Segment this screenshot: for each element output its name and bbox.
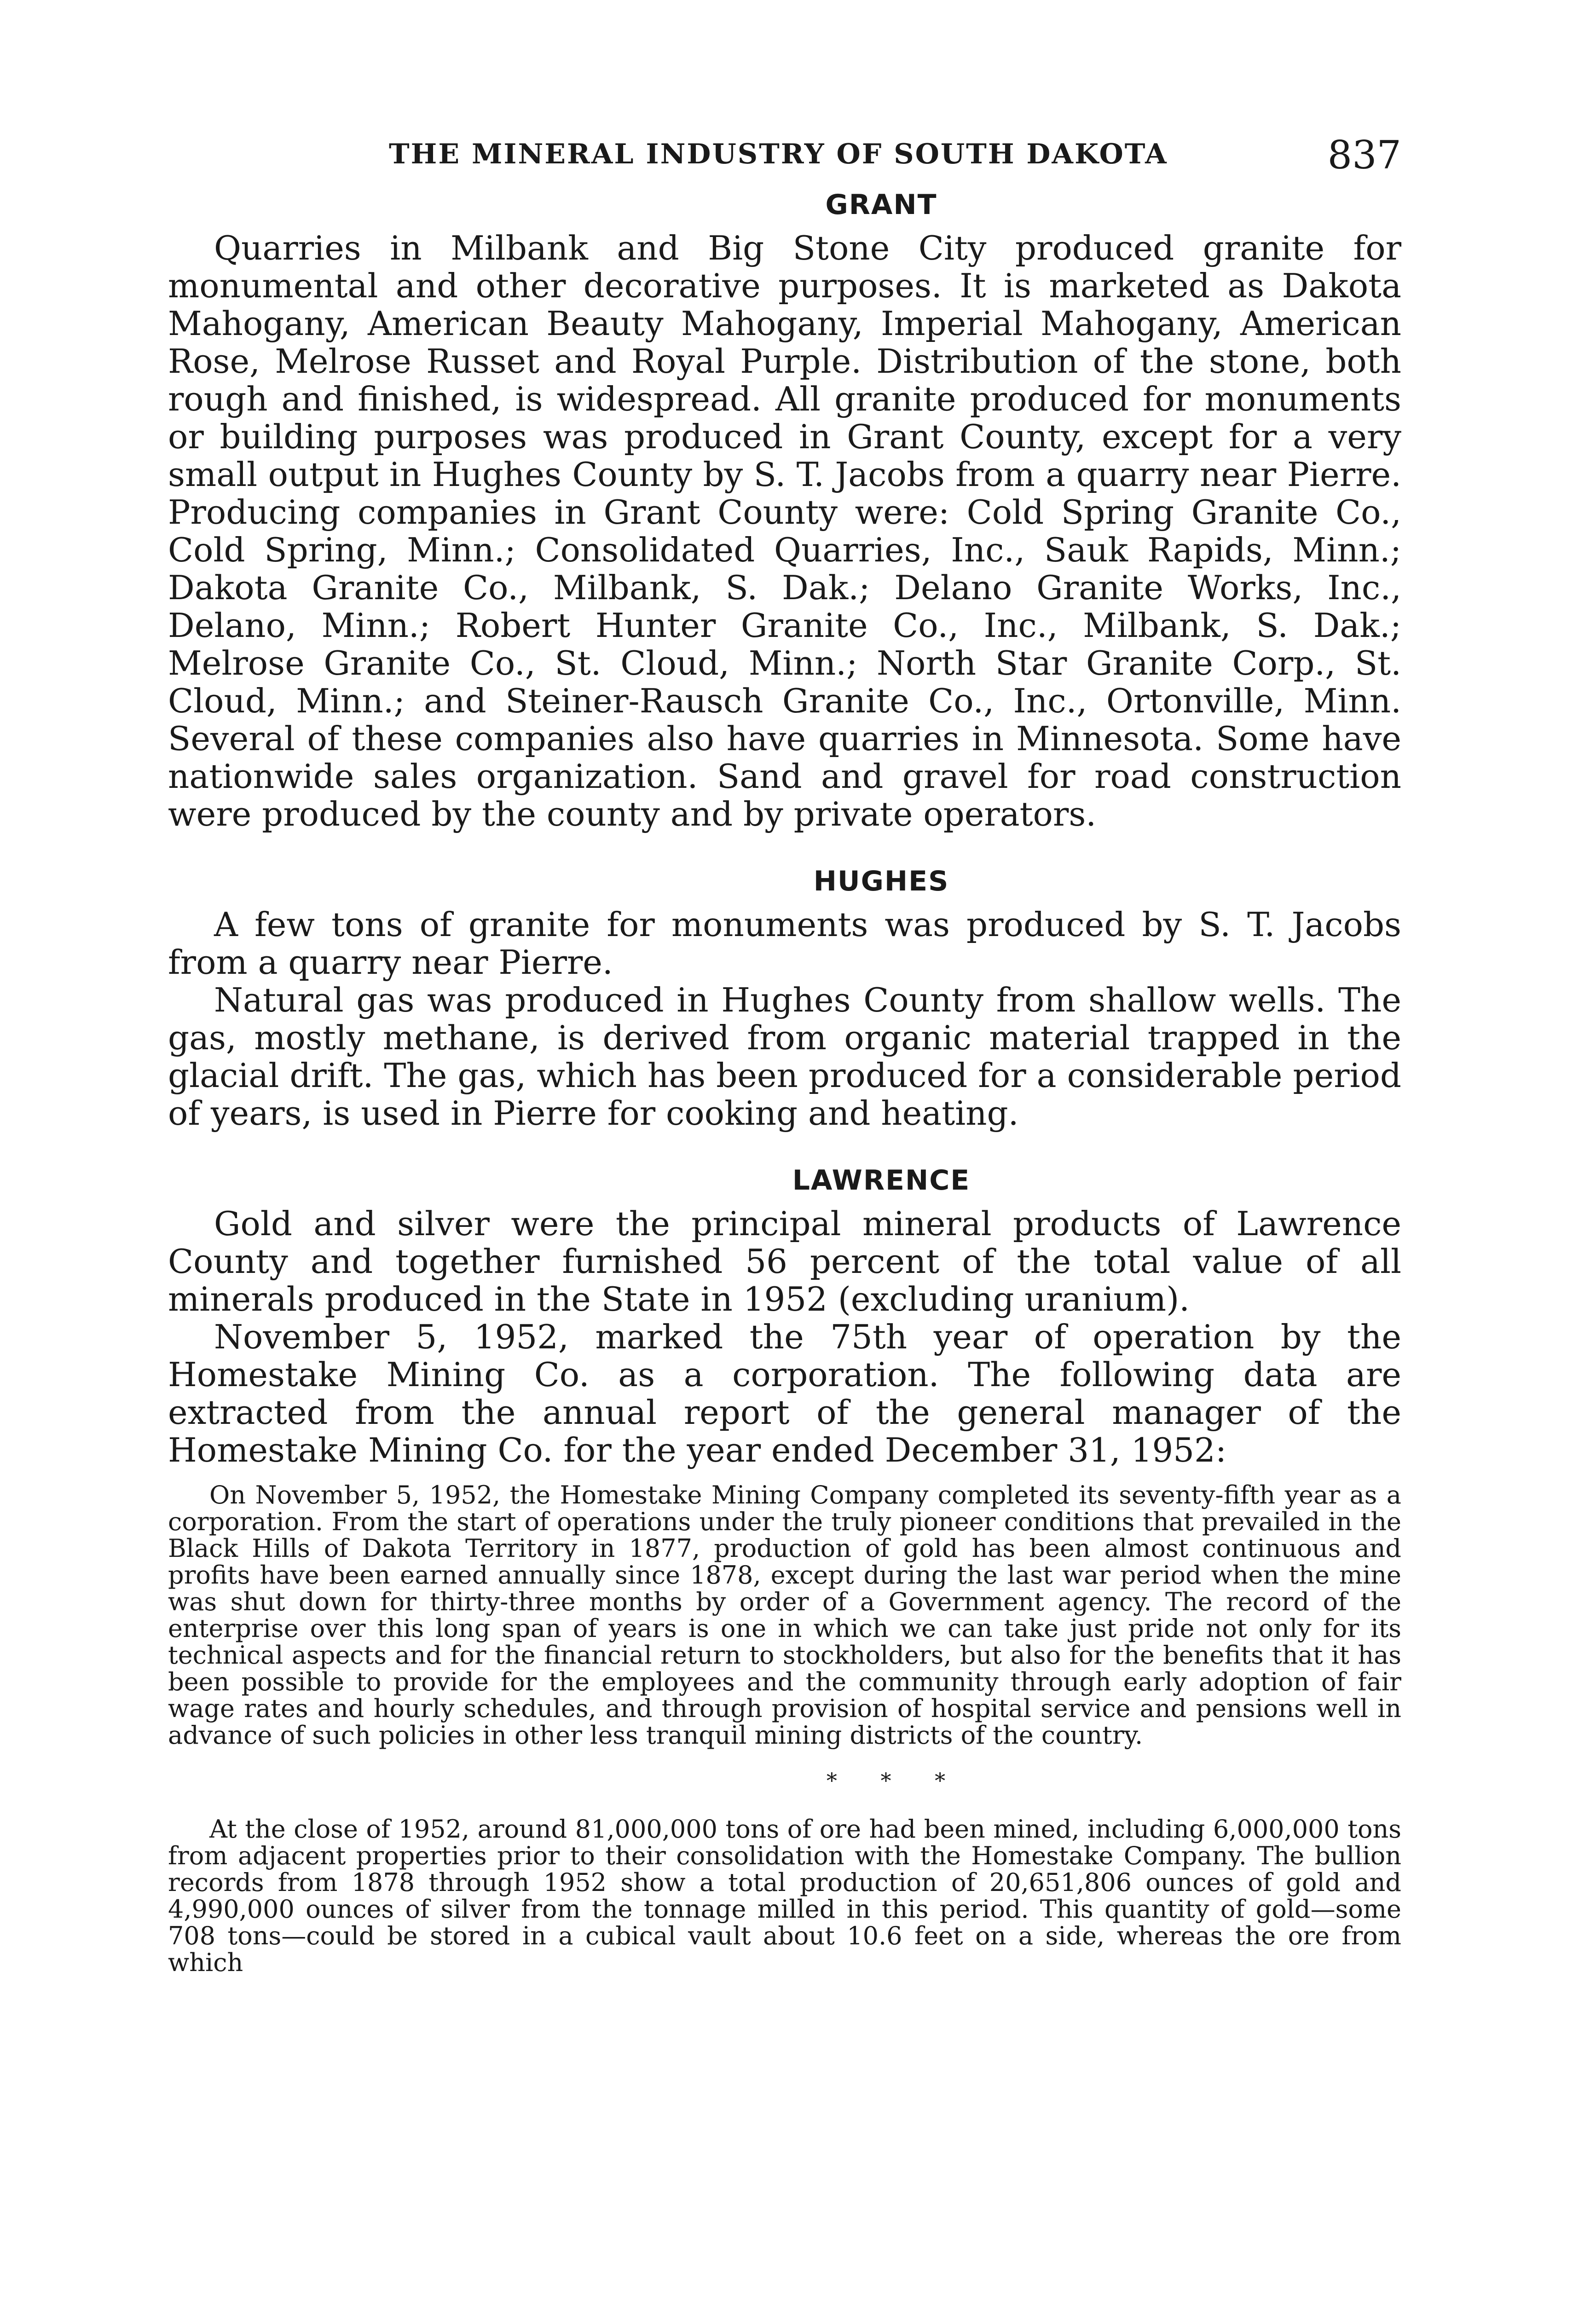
page-number: 837 (1327, 133, 1401, 178)
lawrence-paragraph-1: Gold and silver were the principal mineral products of Lawrence County and together furnished 56 percent of the total value of all minerals produced in the State in 1952 (excluding uranium). (168, 1204, 1401, 1318)
section-lawrence (168, 1164, 1401, 1976)
running-title: THE MINERAL INDUSTRY OF SOUTH DAKOTA (389, 138, 1168, 170)
section-heading-lawrence: LAWRENCE (792, 1164, 971, 1197)
lawrence-paragraph-2: November 5, 1952, marked the 75th year of operation by the Homestake Mining Co. as a corporation. The following data are extracted from the annual report of the general manager of the Homestake Mining Co. for the year ended December 31, 1952: (168, 1318, 1401, 1469)
section-break-ornament: * * * (826, 1768, 964, 1793)
hughes-paragraph-1: A few tons of granite for monuments was produced by S. T. Jacobs from a quarry near Pierre. (168, 905, 1401, 982)
section-grant (168, 189, 1401, 833)
homestake-report-extract-2: At the close of 1952, around 81,000,000 tons of ore had been mined, including 6,000,000 tons from adjacent properties prior to their consolidation with the Homestake Company. The bullion records from 1878 through 1952 show a total production of 20,651,806 ounces of gold and 4,990,000 ounces of silver from the tonnage milled in this period. This quantity of gold—some 708 tons—could be stored in a cubical vault about 10.6 feet on a side, whereas the ore from which (168, 1815, 1401, 1977)
section-hughes (168, 865, 1401, 1132)
section-heading-grant: GRANT (825, 189, 937, 221)
grant-paragraph: Quarries in Milbank and Big Stone City produced granite for monumental and other decorative purposes. It is marketed as Dakota Mahogany, American Beauty Mahogany, Imperial Mahogany, American Rose, Melrose Russet and Royal Purple. Distribution of the stone, both rough and finished, is widespread. All granite produced for monuments or building purposes was produced in Grant County, except for a very small output in Hughes County by S. T. Jacobs from a quarry near Pierre. Producing companies in Grant County were: Cold Spring Granite Co., Cold Spring, Minn.; Consolidated Quarries, Inc., Sauk Rapids, Minn.; Dakota Granite Co., Milbank, S. Dak.; Delano Granite Works, Inc., Delano, Minn.; Robert Hunter Granite Co., Inc., Milbank, S. Dak.; Melrose Granite Co., St. Cloud, Minn.; North Star Granite Corp., St. Cloud, Minn.; and Steiner-Rausch Granite Co., Inc., Ortonville, Minn. Several of these companies also have quarries in Minnesota. Some have nationwide sales organization. Sand and gravel for road construction were produced by the county and by private operators. (168, 229, 1401, 833)
hughes-paragraph-2: Natural gas was produced in Hughes County from shallow wells. The gas, mostly methane, is derived from organic material trapped in the glacial drift. The gas, which has been produced for a considerable period of years, is used in Pierre for cooking and heating. (168, 981, 1401, 1133)
homestake-report-extract-1: On November 5, 1952, the Homestake Mining Company completed its seventy-fifth year as a corporation. From the start of operations under the truly pioneer conditions that prevailed in the Black Hills of Dakota Territory in 1877, production of gold has been almost continuous and profits have been earned annually since 1878, except during the last war period when the mine was shut down for thirty-three months by order of a Government agency. The record of the enterprise over this long span of years is one in which we can take just pride not only for its technical aspects and for the financial return to stockholders, but also for the benefits that it has been possible to provide for the employees and the community through early adoption of fair wage rates and hourly schedules, and through provision of hospital service and pensions well in advance of such policies in other less tranquil mining districts of the country. (168, 1480, 1401, 1750)
document-page (168, 120, 1401, 2008)
running-header (168, 120, 1401, 189)
section-heading-hughes: HUGHES (813, 865, 949, 897)
